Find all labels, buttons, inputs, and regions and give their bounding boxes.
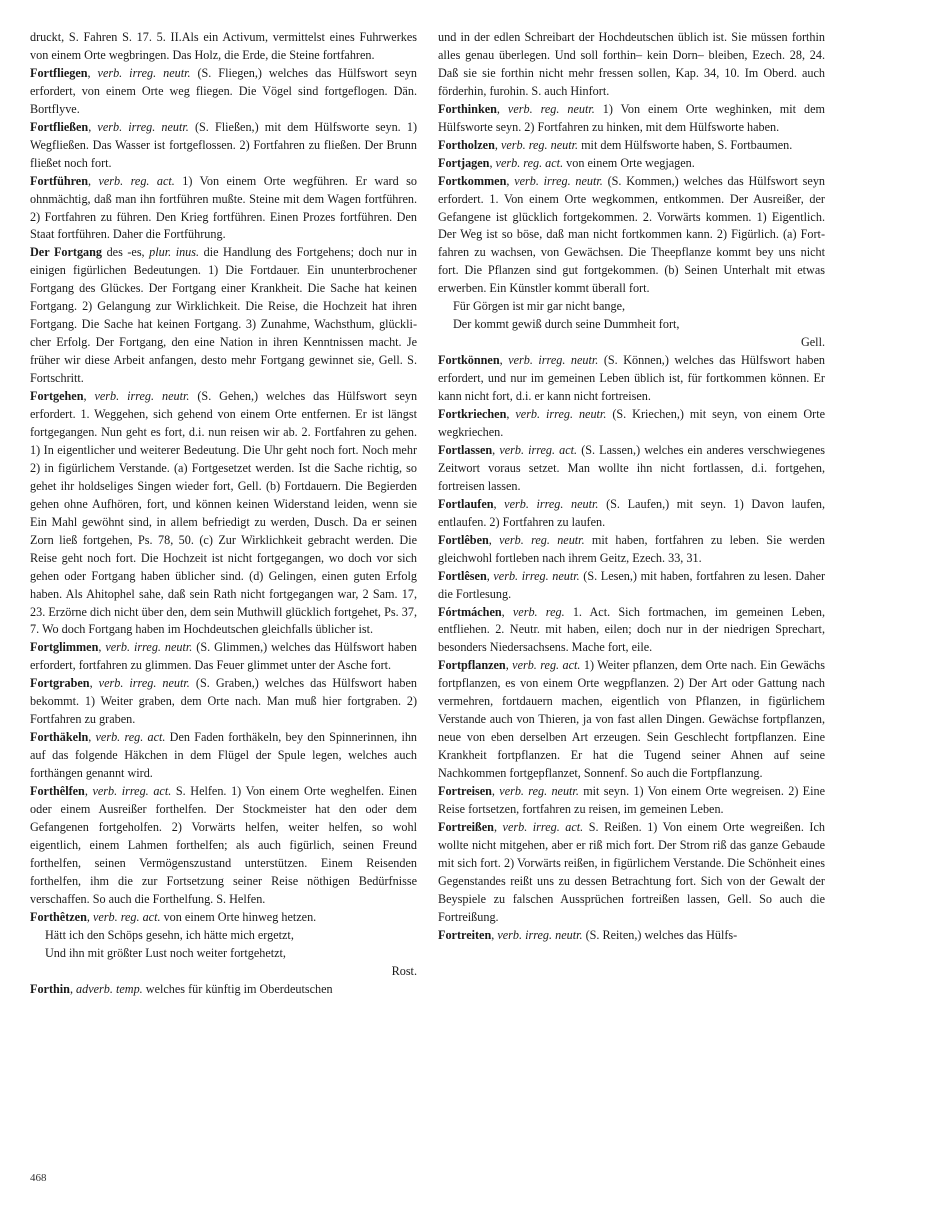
entry-headword: Der Fortgang [30, 245, 103, 260]
dictionary-entry: Forthinken, verb. reg. neutr. 1) Von einem Orte weghinken, mit dem Hülfsworte seyn. 2) Fortfahren zu hinken, mit dem Hülfsworte haben. [438, 101, 825, 134]
entry-text: mit dem Hülfsworte haben, S. Fortbaumen. [581, 137, 793, 152]
left-column [30, 29, 417, 998]
entry-text: (S. Fließen,) mit dem Hülfsworte seyn. 1) Wegfließen. Das Wasser ist fortgeflossen. 2) Fortfahren zu fließen. Der Brunn fließet noch fort. [30, 119, 418, 170]
entry-headword: Fórtmáchen [438, 604, 502, 619]
dictionary-entry: Fortreisen, verb. reg. neutr. mit seyn. 1) Von einem Orte wegreisen. 2) Eine Reise fortsetzen, fortfahren zu reisen, im gemeinen Leben. [438, 784, 826, 816]
entry-text: (S. Reiten,) welches das Hülfs- [585, 927, 738, 942]
entry-text: welches für künftig im Oberdeutschen [145, 981, 333, 996]
entry-text: S. Reißen. 1) Von einem Orte wegreißen. Ich wollte nicht mitgehen, aber er riß mich fort. Der Strom riß das ganze Gebaude mit sich fort. 2) Vorwärts reißen, in figürlichem Verstande. Die Schönheit eines Gegenstandes reißt uns zu dessen Betrachtung fort. Sich von der Gewalt der Beyspiele zu falschen Aussprüchen fortreißen lassen, Gell. So auch die Fortreißung. [438, 819, 825, 924]
dictionary-entry: Fórtmáchen, verb. reg. 1. Act. Sich fortmachen, im gemeinen Leben, entfliehen. 2. Neutr. mit haben, eilen; doch nur in der niedrigen Sprechart, besonders Niedersachsens. Mache fort, eile. [438, 604, 826, 655]
dictionary-entry: Fortpflanzen, verb. reg. act. 1) Weiter pflanzen, dem Orte nach. Ein Gewächs fortpflanzen, es von einem Orte wegpflanzen. 2) Der Art oder Gattung nach vermehren, fortdauern machen, eigentlich von Pflanzen, in figürlichem Verstande auch von Thieren, ja von fast allen Dingen. Gewächse fortpflanzen, neue von eben derselben Art erzeugen. Sein Geschlecht fortpflanzen. Eine Krankheit fortpflanzen. Er hat die Tugend seiner Ahnen auf seine Nachkommen fortgepflanzet, Sonnenf. So auch die Fortpflanzung. [438, 658, 826, 781]
grammar-label: verb. irreg. act. [502, 819, 584, 834]
grammar-label: verb. irreg. act. [499, 442, 578, 457]
entry-text: (S. Kriechen,) mit seyn, von einem Orte wegkriechen. [438, 407, 826, 439]
dictionary-entry: Fortlêben, verb. reg. neutr. mit haben, fortfahren zu leben. Sie werden gleichwohl fortleben nach ihrem Geitz, Ezech. 33, 31. [438, 532, 826, 565]
entry-headword: Fortglimmen [30, 640, 99, 655]
grammar-label: verb. reg. neutr. [500, 137, 579, 152]
dictionary-entry: Fortfliegen, verb. irreg. neutr. (S. Fliegen,) welches das Hülfswort seyn erfordert, von einem Orte weg fliegen. Die Vögel sind fortgeflogen. Dän. Bortflyve. [30, 65, 418, 116]
entry-headword: Fortpflanzen [438, 658, 506, 673]
dictionary-entry: Fortlassen, verb. irreg. act. (S. Lassen,) welches ein anderes verschwiegenes Zeitwort voraus setzet. Man wollte ihn nicht fortlassen, d.i. fortgehen, fortreisen lassen. [438, 442, 825, 493]
entry-headword: Fortfließen [30, 119, 89, 134]
dictionary-entry: Forthêlfen, verb. irreg. act. S. Helfen. 1) Von einem Orte weghelfen. Einen oder einem Ausreißer forthelfen. Der Stockmeister hat den oder dem Gefangenen fortgeholfen. 2) Vorwärts helfen, weiter helfen, so wohl eigentlich, einem Lahmen forthelfen; als auch figürlich, seinen Freund forthelfen, seinen Vermögenszustand unterstützen. Einem Reisenden forthelfen, ihm die zur Fortsetzung seiner Reise nöthigen Bedürfnisse verschaffen. So auch die Forthelfung. S. Helfen. [30, 784, 418, 906]
entry-headword: Fortfliegen [30, 65, 88, 80]
entry-headword: Forthäkeln [30, 730, 89, 745]
dictionary-entry [30, 29, 417, 65]
entry-text: (S. Glimmen,) welches das Hülfswort haben erfordert, fortfahren zu glimmen. Das Feuer glimmet unter der Asche fort. [30, 640, 417, 673]
entry-headword: Fortlêsen [438, 568, 487, 583]
entry-headword: Fortgraben [30, 676, 90, 691]
entry-headword: Forthêlfen [30, 784, 85, 799]
dictionary-entry: Fortführen, verb. reg. act. 1) Von einem Orte wegführen. Er ward so ohnmächtig, daß man ihn fortführen mußte. Steine mit dem Wagen fortführen. 2) Fortfahren zu führen. Den Krieg fortführen. Einen Prozes fortführen. Den Staat fortführen. Daher die Fortführung. [30, 173, 417, 242]
dictionary-page [30, 29, 826, 1184]
entry-headword: Fortkriechen [438, 407, 507, 422]
entry-headword: Fortgehen [30, 389, 84, 404]
entry-text: Den Faden forthäkeln, bey den Spinnerinnen, ihn auf das folgende Häkchen in dem Flügel der Spule legen, welches auch forthängen genannt wird. [30, 730, 418, 781]
entry-text: druckt, S. Fahren S. 17. 5. II.Als ein Activum, vermittelst eines Fuhrwerkes von einem Orte wegbringen. Das Holz, die Erde, die Steine fortfahren. [30, 30, 417, 62]
grammar-label: verb. irreg. neutr. [508, 353, 599, 368]
grammar-label: verb. reg. neutr. [499, 532, 585, 547]
dictionary-entry: Fortlaufen, verb. irreg. neutr. (S. Laufen,) mit seyn. 1) Davon laufen, entlaufen. 2) Fortfahren zu laufen. [438, 496, 826, 529]
dictionary-entry: Fortlêsen, verb. irreg. neutr. (S. Lesen,) mit haben, fortfahren zu lesen. Daher die Fortlesung. [438, 568, 826, 601]
entry-text: von einem Orte wegjagen. [566, 155, 695, 170]
grammar-label: verb. irreg. neutr. [493, 568, 580, 583]
grammar-label: verb. irreg. neutr. [105, 640, 193, 655]
grammar-label: verb. irreg. neutr. [504, 496, 599, 511]
dictionary-entry: Fortreißen, verb. irreg. act. S. Reißen. 1) Von einem Orte wegreißen. Ich wollte nicht mitgehen, aber er riß mich fort. Der Strom riß das ganze Gebaude mit sich fort. 2) Vorwärts reißen, in figürlichem Verstande. Die Schönheit eines Gegenstandes reißt uns zu dessen Betrachtung fort. Sich von der Gewalt der Beyspiele zu falschen Aussprüchen fortreißen lassen, Gell. So auch die Fortreißung. [438, 819, 825, 924]
dictionary-entry: Fortkommen, verb. irreg. neutr. (S. Kommen,) welches das Hülfswort seyn erfordert. 1. Von einem Orte wegkommen, entkommen. Der Ausreißer, der Gefangene ist glücklich fortgekommen. 2. Vorwärts kommen. 1) Eigentlich. Der Weg ist so böse, daß man nicht fortkommen kann. 2) Figürlich. (a) Fortfahren zu wachsen, von Gewächsen. Die Theepflanze kommt bey uns nicht fort. Die Pflanzen sind gut fortgekommen. (b) Seinen Unterhalt mit etwas erwerben. Ein Künstler kommt überall fort. [438, 173, 826, 296]
entry-text: (S. Können,) welches das Hülfswort haben erfordert, und nur im gemeinen Leben üblich ist, für fortkommen können. Er kann nicht fort, d.i. er kann nicht fortreisen. [438, 353, 825, 404]
grammar-label: verb. reg. [512, 604, 565, 619]
entry-text: mit haben, fortfahren zu leben. Sie werden gleichwohl fortleben nach ihrem Geitz, Ezech. 33, 31. [438, 532, 826, 565]
entry-text: (S. Lesen,) mit haben, fortfahren zu lesen. Daher die Fortlesung. [438, 568, 826, 601]
grammar-label: verb. irreg. neutr. [97, 65, 191, 80]
grammar-label: verb. reg. neutr. [499, 784, 579, 799]
entry-text: (S. Gehen,) welches das Hülfswort seyn erfordert. 1. Weggehen, sich gehend von einem Orte entfernen. Er ist längst fortgegangen. Nun geht es fort, d.i. nun reisen wir ab. 2. Fortfahren zu gehen. 1) In eigentlicher und weiterer Bedeutung. Die Uhr geht noch fort. Noch mehr 2) in figürlichem Verstande. (a) Fortgesetzet werden. Ist die Sache richtig, so gehet ihr holdseliges Singen wieder fort, Gell. (b) Fortdauern. Die Begierden gehen ohne Aufhören, fort, und können keinen Widerstand leiden, wenn sie Ein Mahl gewöhnt sind, in allem befriedigt zu werden, Dusch. Da er seinen Zorn ließ fortgehen, Ps. 78, 50. (c) Zur Wirklichkeit gebracht werden. Die Reise geht noch fort. Die Hochzeit ist nicht fortgegangen, wo doch vor sich gehen oder Fortgang haben üblicher sind. (d) Gelingen, einen guten Erfolg haben. Als Ahitophel sahe, daß sein Rath nicht fortgegangen war, 2 Sam. 17, 23. Erzörne dich nicht über den, dem sein Muthwill glücklich fortgehet, Ps. 37, 7. Wo doch Fortgang haben im Hochdeutschen gleichfalls üblicher ist. [30, 389, 418, 637]
entry-headword: Fortkönnen [438, 353, 500, 368]
dictionary-entry [30, 244, 417, 388]
dictionary-entry: Fortglimmen, verb. irreg. neutr. (S. Glimmen,) welches das Hülfswort haben erfordert, fortfahren zu glimmen. Das Feuer glimmet unter der Asche fort. [30, 640, 417, 673]
grammar-label: plur. inus. [149, 245, 200, 260]
grammar-label: verb. irreg. neutr. [515, 407, 607, 422]
entry-text: (S. Fliegen,) welches das Hülfswort seyn erfordert, von einem Orte weg fliegen. Die Vögel sind fortgeflogen. Dän. Bortflyve. [30, 65, 418, 116]
entry-text: (S. Kommen,) welches das Hülfswort seyn erfordert. 1. Von einem Orte wegkommen, entkommen. Der Ausreißer, der Gefangene ist glücklich fortgekommen. 2. Vorwärts kommen. 1) Eigentlich. Der Weg ist so böse, daß man nicht fortkommen kann. 2) Figürlich. (a) Fortfahren zu wachsen, von Gewächsen. Die Theepflanze kommt bey uns nicht fort. Die Pflanzen sind gut fortgekommen. (b) Seinen Unterhalt mit etwas erwerben. Ein Künstler kommt überall fort. [438, 173, 826, 296]
quote-attribution: Rost. [391, 963, 417, 978]
grammar-label: verb. irreg. neutr. [514, 173, 603, 188]
entry-headword: Fortjagen [438, 155, 490, 170]
verse-line: Der kommt gewiß durch seine Dummheit fort, [453, 317, 680, 332]
entry-text: 1) Weiter pflanzen, dem Orte nach. Ein Gewächs fortpflanzen, es von einem Orte wegpflanzen. 2) Der Art oder Gattung nach vermehren, fortdauern machen, eigentlich von Pflanzen, in figürlichem Verstande auch von Thieren, ja von fast allen Dingen. Gewächse fortpflanzen, neue von eben derselben Art erzeugen. Sein Geschlecht fortpflanzen. Eine Krankheit fortpflanzen. Er hat die Tugend seiner Ahnen auf seine Nachkommen fortgepflanzet, Sonnenf. So auch die Fortpflanzung. [438, 658, 826, 781]
entry-headword: Forthêtzen [30, 909, 87, 924]
entry-text: und in der edlen Schreibart der Hochdeutschen üblich ist. Sie müssen forthin alles genau überlegen. Und soll forthin– kein Dorn– bleiben, Ezech. 28, 24. Daß sie sie forthin nicht mehr fressen sollen, Kap. 34, 10. Im Oberd. auch förderhin, furohin. S. auch Hinfort. [438, 30, 825, 98]
dictionary-entry: Forthin, adverb. temp. welches für künftig im Oberdeutschen [30, 981, 333, 996]
entry-headword: Forthinken [438, 101, 497, 116]
dictionary-entry: Fortkönnen, verb. irreg. neutr. (S. Können,) welches das Hülfswort haben erfordert, und nur im gemeinen Leben üblich ist, für fortkommen können. Er kann nicht fort, d.i. er kann nicht fortreisen. [438, 353, 825, 404]
entry-headword: Fortlassen [438, 442, 493, 457]
entry-inflection: des -es, [106, 245, 145, 260]
entry-headword: Fortkommen [438, 173, 507, 188]
grammar-label: verb. irreg. neutr. [94, 389, 190, 404]
dictionary-entry: Fortgehen, verb. irreg. neutr. (S. Gehen,) welches das Hülfswort seyn erfordert. 1. Weggehen, sich gehend von einem Orte entfernen. Er ist längst fortgegangen. Nun geht es fort, d.i. nun reisen wir ab. 2. Fortfahren zu gehen. 1) In eigentlicher und weiterer Bedeutung. Die Uhr geht noch fort. Noch mehr 2) in figürlichem Verstande. (a) Fortgesetzet werden. Ist die Sache richtig, so gehet ihr holdseliges Singen wieder fort, Gell. (b) Fortdauern. Die Begierden gehen ohne Aufhören, fort, und können keinen Widerstand leiden, wenn sie Ein Mahl gewöhnt sind, in allem befriedigt zu werden, Dusch. Da er seinen Zorn ließ fortgehen, Ps. 78, 50. (c) Zur Wirklichkeit gebracht werden. Die Reise geht noch fort. Die Hochzeit ist nicht fortgegangen, wo doch vor sich gehen oder Fortgang haben üblicher sind. (d) Gelingen, einen guten Erfolg haben. Als Ahitophel sahe, daß sein Rath nicht fortgegangen war, 2 Sam. 17, 23. Erzörne dich nicht über den, dem sein Muthwill glücklich fortgehet, Ps. 37, 7. Wo doch Fortgang haben im Hochdeutschen gleichfalls üblicher ist. [30, 389, 418, 637]
dictionary-entry [438, 29, 825, 101]
entry-text: (S. Laufen,) mit seyn. 1) Davon laufen, entlaufen. 2) Fortfahren zu laufen. [438, 496, 826, 529]
dictionary-entry: Fortgraben, verb. irreg. neutr. (S. Graben,) welches das Hülfswort haben bekommt. 1) Weiter graben, dem Orte nach. Man muß hier fortgraben. 2) Fortfahren zu graben. [30, 676, 417, 727]
entry-headword: Fortreiten [438, 927, 492, 942]
grammar-label: verb. reg. neutr. [507, 101, 595, 116]
entry-headword: Fortführen [30, 173, 88, 188]
entry-headword: Fortlêben [438, 532, 489, 547]
entry-text: S. Helfen. 1) Von einem Orte weghelfen. Einen oder einem Ausreißer forthelfen. Der Stockmeister hat den oder dem Gefangenen fortgeholfen. 2) Vorwärts helfen, weiter helfen, so wohl eigentlich, einem Lahmen forthelfen; als auch figürlich, seinen Freund forthelfen, seinen Vermögenszustand unterstützen. Einem Reisenden forthelfen, ihm die zur Fortsetzung seiner Reise nöthigen Bedürfnisse verschaffen. So auch die Forthelfung. S. Helfen. [30, 784, 418, 906]
dictionary-entry: Fortholzen, verb. reg. neutr. mit dem Hülfsworte haben, S. Fortbaumen. [438, 137, 793, 152]
entry-text: mit seyn. 1) Von einem Orte wegreisen. 2) Eine Reise fortsetzen, fortfahren zu reisen, im gemeinen Leben. [438, 784, 826, 816]
entry-text: von einem Orte hinweg hetzen. [163, 909, 317, 924]
entry-text: die Handlung des Fortgehens; doch nur in einigen figürlichen Bedeutungen. 1) Die Fortdauer. Ein ununterbrochener Fortgang des Glückes. Der Fortgang einer Krankheit. Die Sache hat keinen Fortgang. 2) Gelangung zur Wirklichkeit. Die Reise, die Hochzeit hat ihren Fortgang. Die Sache hat keinen Fortgang. 3) Zunahme, Wachsthum, glücklicher Erfolg. Der Fortgang, den eine Nation in ihren Kenntnissen macht. Je früher wir diese Arbeit anfangen, desto mehr Fortgang gewinnet sie, Gell. S. Fortschritt. [30, 245, 418, 386]
grammar-label: verb. reg. act. [98, 173, 175, 188]
dictionary-entry: Forthäkeln, verb. reg. act. Den Faden forthäkeln, bey den Spinnerinnen, ihn auf das folgende Häkchen in dem Flügel der Spule legen, welches auch forthängen genannt wird. [30, 730, 418, 781]
grammar-label: adverb. temp. [76, 981, 143, 996]
dictionary-entry: Fortfließen, verb. irreg. neutr. (S. Fließen,) mit dem Hülfsworte seyn. 1) Wegfließen. Das Wasser ist fortgeflossen. 2) Fortfahren zu fließen. Der Brunn fließet noch fort. [30, 119, 418, 170]
entry-text: (S. Graben,) welches das Hülfswort haben bekommt. 1) Weiter graben, dem Orte nach. Man muß hier fortgraben. 2) Fortfahren zu graben. [30, 676, 417, 727]
grammar-label: verb. irreg. neutr. [98, 676, 190, 691]
entry-text: 1) Von einem Orte weghinken, mit dem Hülfsworte seyn. 2) Fortfahren zu hinken, mit dem Hülfsworte haben. [438, 101, 825, 134]
verse-line: Und ihn mit größter Lust noch weiter fortgehetzt, [45, 945, 286, 960]
dictionary-entry: Fortjagen, verb. reg. act. von einem Orte wegjagen. [438, 155, 695, 170]
dictionary-entry: Forthêtzen, verb. reg. act. von einem Orte hinweg hetzen. [30, 909, 317, 924]
right-column [438, 29, 825, 945]
entry-headword: Fortholzen [438, 137, 495, 152]
grammar-label: verb. irreg. neutr. [497, 927, 583, 942]
entry-text: (S. Lassen,) welches ein anderes verschwiegenes Zeitwort voraus setzet. Man wollte ihn nicht fortlassen, d.i. fortgehen, fortreisen lassen. [438, 442, 825, 493]
entry-text: 1. Act. Sich fortmachen, im gemeinen Leben, entfliehen. 2. Neutr. mit haben, eilen; doch nur in der niedrigen Sprechart, besonders Niedersachsens. Mache fort, eile. [438, 604, 826, 655]
quote-attribution: Gell. [800, 335, 825, 350]
entry-headword: Forthin [30, 981, 70, 996]
grammar-label: verb. irreg. neutr. [97, 119, 189, 134]
page-number: 468 [30, 1172, 47, 1184]
grammar-label: verb. reg. act. [95, 730, 166, 745]
entry-text: 1) Von einem Orte wegführen. Er ward so ohnmächtig, daß man ihn fortführen mußte. Steine mit dem Wagen fortführen. 2) Fortfahren zu führen. Den Krieg fortführen. Einen Prozes fortführen. Den Staat fortführen. Daher die Fortführung. [30, 173, 417, 242]
grammar-label: verb. reg. act. [495, 155, 564, 170]
dictionary-entry: Fortkriechen, verb. irreg. neutr. (S. Kriechen,) mit seyn, von einem Orte wegkriechen. [438, 407, 826, 439]
entry-headword: Fortlaufen [438, 496, 494, 511]
grammar-label: verb. reg. act. [92, 909, 161, 924]
entry-headword: Fortreißen [438, 819, 494, 834]
grammar-label: verb. reg. act. [512, 658, 581, 673]
dictionary-entry: Fortreiten, verb. irreg. neutr. (S. Reiten,) welches das Hülfs- [438, 927, 738, 942]
grammar-label: verb. irreg. act. [92, 784, 172, 799]
entry-headword: Fortreisen [438, 784, 492, 799]
verse-line: Hätt ich den Schöps gesehn, ich hätte mich ergetzt, [45, 927, 294, 942]
verse-line: Für Görgen ist mir gar nicht bange, [453, 299, 626, 314]
